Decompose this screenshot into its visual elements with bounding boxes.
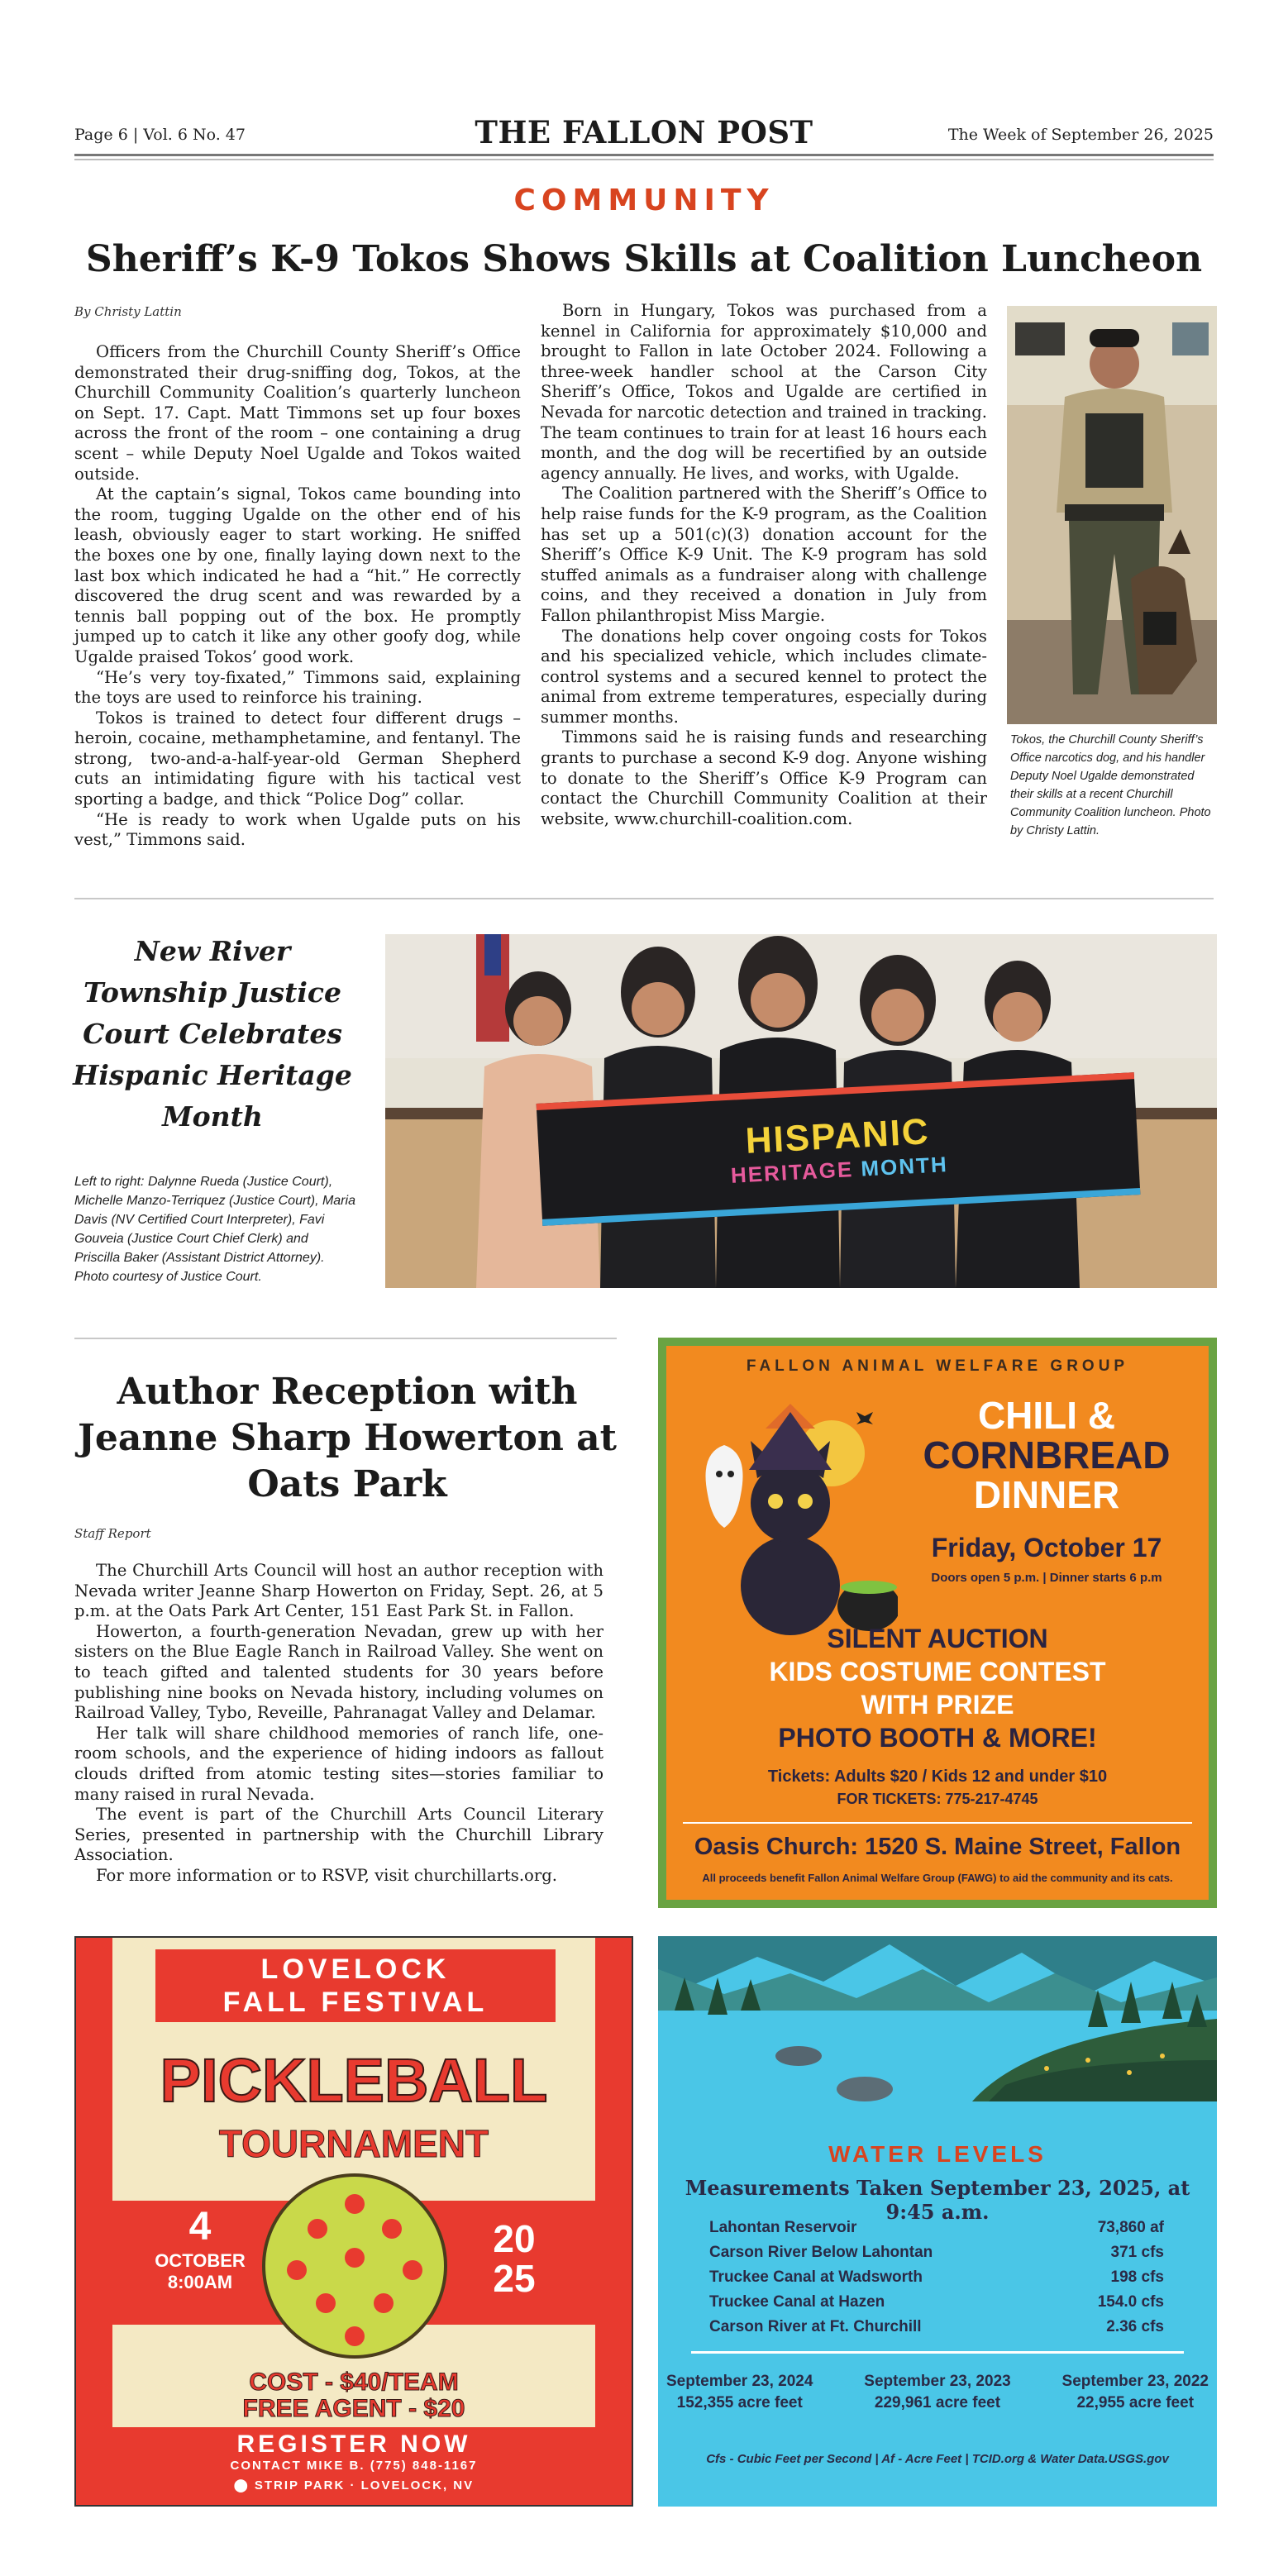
history-date: September 23, 2024 — [666, 2373, 813, 2390]
water-value: 371 cfs — [1110, 2244, 1164, 2261]
photo-caption: Tokos, the Churchill County Sheriff’s Office narcotics dog, and his handler Deputy Noel Ugalde demonstrated their skills at a recent Churchill Community Coalition luncheon. Photo by Christy Lattin. — [1010, 733, 1211, 837]
ad-feature: PHOTO BOOTH & MORE! — [778, 1723, 1097, 1753]
history-date: September 23, 2022 — [1061, 2373, 1209, 2390]
ad-header-line: LOVELOCK — [260, 1953, 451, 1985]
history-item — [864, 2371, 1010, 2414]
cat-illustration — [691, 1395, 898, 1635]
ad-tickets: Tickets: Adults $20 / Kids 12 and under $10 — [767, 1767, 1108, 1786]
ad-year — [465, 2219, 564, 2298]
ad-year-part: 25 — [493, 2257, 536, 2300]
ad-phone: FOR TICKETS: 775-217-4745 — [837, 1791, 1038, 1807]
water-row — [709, 2216, 1164, 2240]
history-value: 152,355 acre feet — [676, 2394, 803, 2411]
paragraph: The donations help cover ongoing costs for Tokos and his specialized vehicle, which includes climate-control systems and a secured kennel to protect the animal from extreme temperatures, especially during summer months. — [541, 626, 987, 727]
history-date: September 23, 2023 — [864, 2373, 1011, 2390]
article-column-2 — [541, 301, 987, 829]
ad-times: Doors open 5 p.m. | Dinner starts 6 p.m — [931, 1571, 1162, 1585]
justice-court-headline: New River Township Justice Court Celebrates Hispanic Heritage Month — [73, 935, 352, 1133]
ad-title-line: CORNBREAD — [923, 1433, 1171, 1476]
ad-day: 4 — [188, 2205, 212, 2249]
water-rule — [691, 2351, 1184, 2354]
paragraph: Timmons said he is raising funds and researching grants to purchase a second K-9 dog. Anyone wishing to donate to the Sheriff’s Office K-9 Program can contact the Churchill Community Coalition at their website, www.churchill-coalition.com. — [541, 727, 987, 828]
ad-costs — [76, 2369, 632, 2422]
ad-place-text: STRIP PARK · LOVELOCK, NV — [254, 2478, 475, 2493]
ad-location: Oasis Church: 1520 S. Maine Street, Fallon — [694, 1834, 1181, 1860]
ad-cost: FREE AGENT - $20 — [242, 2395, 465, 2422]
ad-contact: CONTACT MIKE B. (775) 848-1167 — [230, 2459, 478, 2473]
pickleball-icon — [260, 2171, 450, 2361]
history-value: 229,961 acre feet — [874, 2394, 1001, 2411]
paragraph: At the captain’s signal, Tokos came bounding into the room, tugging Ugalde on the other end of his leash, obviously eager to start working. He sniffed the boxes one by one, finally laying down next to the last box which indicated he had a “hit.” He correctly discovered the drug scent and was rewarded by a tennis ball popping out of the box. He promptly jumped up to catch it like any other goofy dog, while Ugalde praised Tokos’ good work. — [74, 484, 521, 666]
banner-sub-word: MONTH — [860, 1151, 949, 1181]
pickleball-ad — [74, 1936, 633, 2507]
byline: By Christy Lattin — [74, 304, 182, 319]
author-article-body — [74, 1561, 603, 1887]
paragraph: “He’s very toy-fixated,” Timmons said, explaining the toys are used to reinforce his training. — [74, 667, 521, 708]
ad-feature: WITH PRIZE — [861, 1690, 1014, 1720]
hispanic-heritage-photo — [385, 934, 1217, 1288]
paragraph: “He is ready to work when Ugalde puts on his vest,” Timmons said. — [74, 809, 521, 850]
ad-time: 8:00AM — [167, 2272, 233, 2292]
water-levels-panel — [658, 1936, 1217, 2507]
paragraph: Tokos is trained to detect four different drugs – heroin, cocaine, methamphetamine, and fentanyl. The strong, two-and-a-half-year-old German Shepherd cuts an intimidating figure with his tactical vest sporting a badge, and thick “Police Dog” collar. — [74, 708, 521, 809]
banner-title: HISPANIC — [744, 1110, 931, 1162]
issue-date: The Week of September 26, 2025 — [947, 126, 1214, 144]
water-row — [709, 2240, 1164, 2265]
water-levels-table — [709, 2216, 1164, 2340]
water-value: 2.36 cfs — [1106, 2318, 1164, 2335]
paragraph: For more information or to RSVP, visit churchillarts.org. — [96, 1865, 557, 1885]
water-site: Carson River Below Lahontan — [709, 2244, 933, 2261]
column-divider — [74, 1338, 617, 1339]
ad-features — [666, 1622, 1209, 1754]
location-pin-icon: ⬤ — [233, 2478, 250, 2493]
paragraph: The Churchill Arts Council will host an author reception with Nevada writer Jeanne Sharp Howerton on Friday, Sept. 26, at 5 p.m. at the Oats Park Art Center, 151 East Park St. in Fallon. — [74, 1561, 603, 1621]
water-value: 154.0 cfs — [1097, 2293, 1164, 2311]
water-site: Lahontan Reservoir — [709, 2219, 857, 2236]
water-value: 73,860 af — [1097, 2219, 1164, 2236]
ad-big-title: PICKLEBALL — [160, 2046, 548, 2115]
chili-dinner-ad — [658, 1338, 1217, 1908]
water-site: Carson River at Ft. Churchill — [709, 2318, 922, 2335]
ad-feature: SILENT AUCTION — [827, 1624, 1048, 1653]
water-value: 198 cfs — [1110, 2268, 1164, 2286]
water-history — [666, 2371, 1209, 2414]
masthead-rule-thin — [74, 159, 1214, 160]
ad-header-line: FALL FESTIVAL — [222, 1987, 489, 2018]
ad-register: REGISTER NOW — [236, 2431, 471, 2458]
article-headline: Sheriff’s K-9 Tokos Shows Skills at Coalition Luncheon — [85, 238, 1203, 280]
newspaper-title: THE FALLON POST — [475, 114, 813, 150]
water-row — [709, 2290, 1164, 2315]
water-row — [709, 2265, 1164, 2290]
ad-note: All proceeds benefit Fallon Animal Welfare Group (FAWG) to aid the community and its cats. — [702, 1872, 1173, 1884]
ad-title-line: CHILI & — [977, 1394, 1116, 1437]
ad-title — [906, 1395, 1187, 1515]
water-levels-title: WATER LEVELS — [828, 2141, 1047, 2167]
lake-illustration — [658, 1936, 1217, 2135]
masthead-rule — [74, 154, 1214, 156]
water-footer: Cfs - Cubic Feet per Second | Af - Acre Feet | TCID.org & Water Data.USGS.gov — [706, 2452, 1169, 2466]
ad-date: Friday, October 17 — [931, 1533, 1162, 1562]
ad-feature: KIDS COSTUME CONTEST — [769, 1657, 1106, 1686]
byline: Staff Report — [74, 1526, 151, 1541]
history-item — [1062, 2371, 1209, 2414]
ad-cost: COST - $40/TEAM — [249, 2368, 459, 2396]
ad-register-band — [112, 2427, 595, 2505]
section-divider — [74, 898, 1214, 899]
ad-date-block — [142, 2204, 258, 2293]
ad-org: FALLON ANIMAL WELFARE GROUP — [746, 1357, 1129, 1375]
paragraph: The Coalition partnered with the Sheriff’s Office to help raise funds for the K-9 program, as the Coalition has set up a 501(c)(3) donation account for the Sheriff’s Office K-9 Unit. The K-9 program has sold stuffed animals as a fundraiser along with challenge coins, and they received a donation in July from Fallon philanthropist Miss Margie. — [541, 484, 987, 625]
ad-rule — [683, 1822, 1192, 1824]
history-item — [666, 2371, 813, 2414]
water-site: Truckee Canal at Hazen — [709, 2293, 885, 2311]
paragraph: The event is part of the Churchill Arts Council Literary Series, presented in partnership with the Churchill Library Association. — [74, 1805, 603, 1865]
banner-sub-word: HERITAGE — [730, 1156, 854, 1188]
article-column-1 — [74, 342, 521, 851]
deputy-and-dog-photo — [1007, 306, 1217, 724]
water-site: Truckee Canal at Wadsworth — [709, 2268, 923, 2286]
water-row — [709, 2315, 1164, 2340]
paragraph: Howerton, a fourth-generation Nevadan, grew up with her sisters on the Blue Eagle Ranch in Railroad Valley. She went on to teach gifted and talented students for 30 years before publishing nine books on Nevada history, including volumes on Railroad Valley, Tybo, Reveille, Pahranagat Valley and Delamar. — [74, 1621, 603, 1723]
ad-header — [155, 1949, 556, 2022]
water-levels-subtitle: Measurements Taken September 23, 2025, at 9:45 a.m. — [685, 2176, 1190, 2224]
author-reception-headline: Author Reception with Jeanne Sharp Howerton at Oats Park — [78, 1371, 617, 1505]
section-heading: COMMUNITY — [513, 184, 775, 217]
ad-title-line: DINNER — [973, 1473, 1120, 1516]
ad-year-part: 20 — [493, 2217, 536, 2260]
ad-month: OCTOBER — [155, 2250, 246, 2271]
paragraph: Born in Hungary, Tokos was purchased from a kennel in California for approximately $10,000 and brought to Fallon in late October 2024. Following a three-week handler school at the Carson City Sheriff’s Office, Tokos and Ugalde are certified in Nevada for narcotic detection and trained in tracking. The team continues to train for at least 16 hours each month, and the dog will be recertified by an outside agency annually. He lives, and works, with Ugalde. — [541, 301, 987, 483]
ad-big-subtitle: TOURNAMENT — [218, 2122, 489, 2165]
ad-place — [112, 2478, 595, 2493]
paragraph: Officers from the Churchill County Sheriff’s Office demonstrated their drug-sniffing dog, Tokos, at the Churchill Community Coalition’s quarterly luncheon on Sept. 17. Capt. Matt Timmons set up four boxes across the front of the room – one containing a drug scent – while Deputy Noel Ugalde and Tokos waited outside. — [74, 342, 521, 484]
page-info: Page 6 | Vol. 6 No. 47 — [74, 126, 246, 144]
justice-court-caption: Left to right: Dalynne Rueda (Justice Court), Michelle Manzo-Terriquez (Justice Court), Maria Davis (NV Certified Court Interpreter), Favi Gouveia (Justice Court Chief Clerk) and Priscilla Baker (Assistant District Attorney). Photo courtesy of Justice Court. — [74, 1175, 355, 1284]
paragraph: Her talk will share childhood memories of ranch life, one-room schools, and the experience of hiding indoors as fallout clouds drifted from atomic testing sites—stories familiar to many raised in rural Nevada. — [74, 1723, 603, 1804]
history-value: 22,955 acre feet — [1076, 2394, 1195, 2411]
